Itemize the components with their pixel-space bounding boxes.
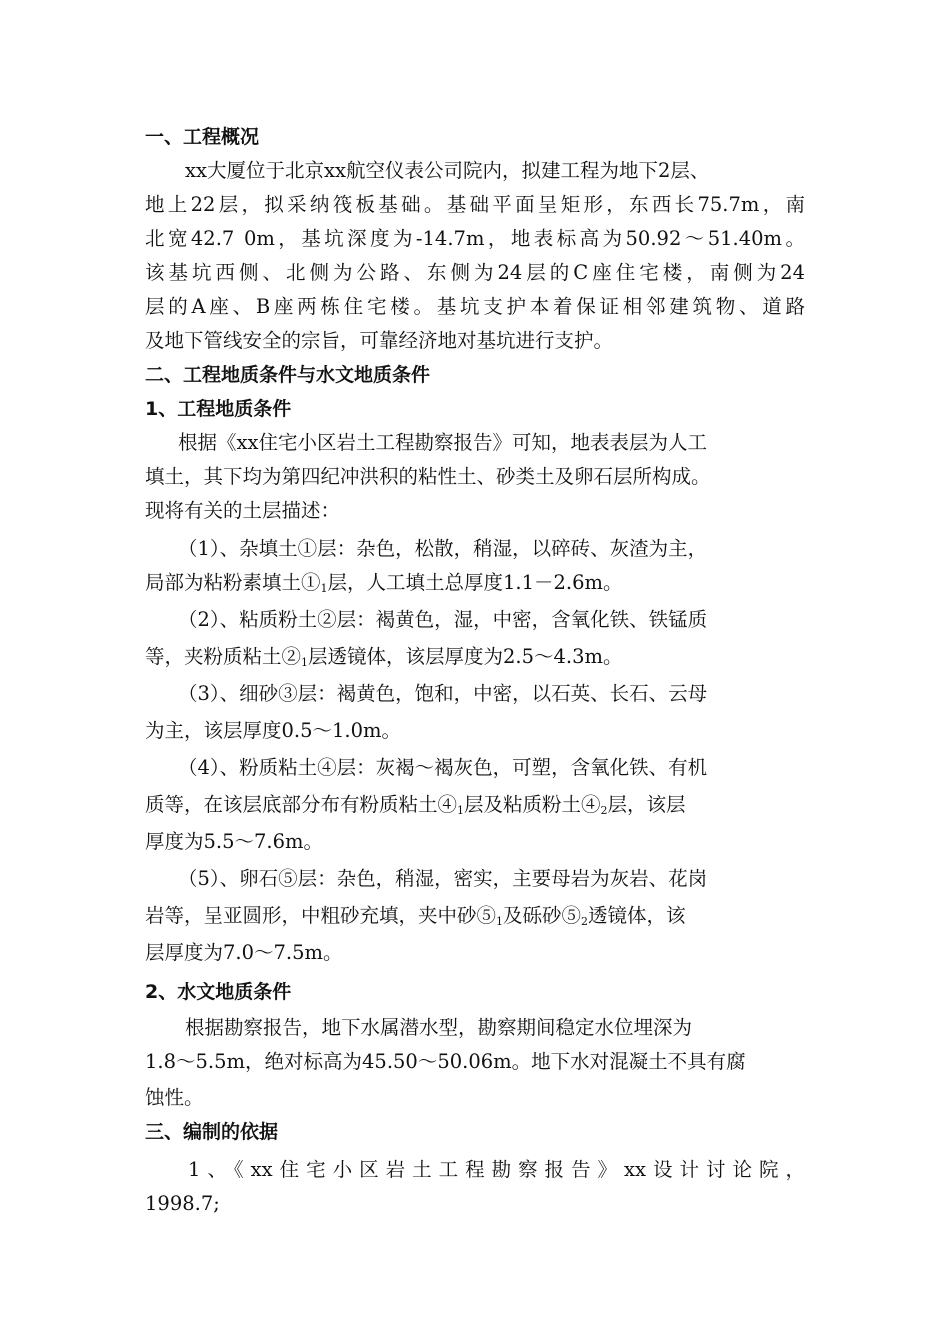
hydro-line-3: 蚀性。 (145, 1086, 204, 1109)
layer-3-line-1: （3）、细砂③层：褐黄色，饱和，中密，以石英、长石、云母 (178, 682, 708, 705)
layer-2-line-2 (145, 640, 805, 674)
layer-4-text-b: 层及粘质粉土④ (464, 793, 601, 816)
layer-1-text-a: 局部为粘粉素填土① (145, 571, 321, 594)
hydro-line-2: 1.8～5.5m，绝对标高为45.50～50.06m。地下水对混凝土不具有腐 (145, 1050, 746, 1073)
layer-2-text-b: 层透镜体，该层厚度为2.5～4.3m。 (308, 645, 623, 668)
layer-4-text-a: 质等，在该层底部分布有粉质粘土④ (145, 793, 458, 816)
layer-5-subscript-1: 1 (496, 915, 504, 928)
layer-5-text-c: 透镜体，该 (588, 904, 686, 927)
layer-5-text-b: 及砾砂⑤ (503, 904, 582, 927)
overview-line-3: 北宽42.7 0m，基坑深度为-14.7m，地表标高为50.92～51.40m。 (145, 227, 805, 250)
layer-5-subscript-2: 2 (581, 915, 589, 928)
layer-4-line-3: 厚度为5.5～7.6m。 (145, 830, 324, 853)
layer-5-line-3: 层厚度为7.0～7.5m。 (145, 941, 343, 964)
layer-5-line-2 (145, 899, 805, 933)
section-heading-basis: 三、编制的依据 (145, 1121, 279, 1143)
layer-4-text-c: 层，该层 (607, 793, 686, 816)
subsection-heading-geology: 1、工程地质条件 (145, 398, 292, 420)
basis-line-2: 1998.7; (145, 1192, 220, 1215)
geology-intro-line-1: 根据《xx住宅小区岩土工程勘察报告》可知，地表表层为人工 (178, 431, 707, 454)
layer-4-subscript-1: 1 (457, 804, 465, 817)
section-heading-overview: 一、工程概况 (145, 126, 260, 148)
layer-4-line-2 (145, 788, 805, 822)
geology-intro-line-3: 现将有关的土层描述： (145, 499, 341, 522)
overview-line-6: 及地下管线安全的宗旨，可靠经济地对基坑进行支护。 (145, 329, 614, 352)
layer-3-line-2: 为主，该层厚度0.5～1.0m。 (145, 719, 402, 742)
overview-line-5: 层的A座、B座两栋住宅楼。基坑支护本着保证相邻建筑物、道路 (145, 295, 805, 318)
layer-1-text-b: 层，人工填土总厚度1.1－2.6m。 (327, 571, 623, 594)
layer-1-subscript: 1 (320, 582, 328, 595)
layer-1-line-2 (145, 566, 805, 600)
layer-2-line-1: （2）、粘质粉土②层：褐黄色，湿，中密，含氧化铁、铁锰质 (178, 608, 708, 631)
overview-line-1: xx大厦位于北京xx航空仪表公司院内，拟建工程为地下2层、 (185, 159, 710, 182)
layer-5-text-a: 岩等，呈亚圆形，中粗砂充填，夹中砂⑤ (145, 904, 497, 927)
layer-5-line-1: （5）、卵石⑤层：杂色，稍湿，密实，主要母岩为灰岩、花岗 (178, 867, 708, 890)
layer-4-line-1: （4）、粉质粘土④层：灰褐～褐灰色，可塑，含氧化铁、有机 (178, 756, 708, 779)
section-heading-conditions: 二、工程地质条件与水文地质条件 (145, 364, 431, 386)
basis-line-1: 1、《xx住宅小区岩土工程勘察报告》xx设计讨论院， (188, 1158, 805, 1181)
layer-2-subscript: 1 (301, 656, 309, 669)
layer-4-subscript-2: 2 (600, 804, 608, 817)
overview-line-2: 地上22层，拟采纳筏板基础。基础平面呈矩形，东西长75.7m，南 (145, 193, 805, 216)
subsection-heading-hydrology: 2、水文地质条件 (145, 981, 292, 1003)
geology-intro-line-2: 填土，其下均为第四纪冲洪积的粘性土、砂类土及卵石层所构成。 (145, 465, 711, 488)
overview-line-4: 该基坑西侧、北侧为公路、东侧为24层的C座住宅楼，南侧为24 (145, 261, 805, 284)
hydro-line-1: 根据勘察报告，地下水属潜水型，勘察期间稳定水位埋深为 (185, 1016, 693, 1039)
layer-2-text-a: 等，夹粉质粘土② (145, 645, 302, 668)
layer-1-line-1: （1）、杂填土①层：杂色，松散，稍湿，以碎砖、灰渣为主， (178, 537, 708, 560)
